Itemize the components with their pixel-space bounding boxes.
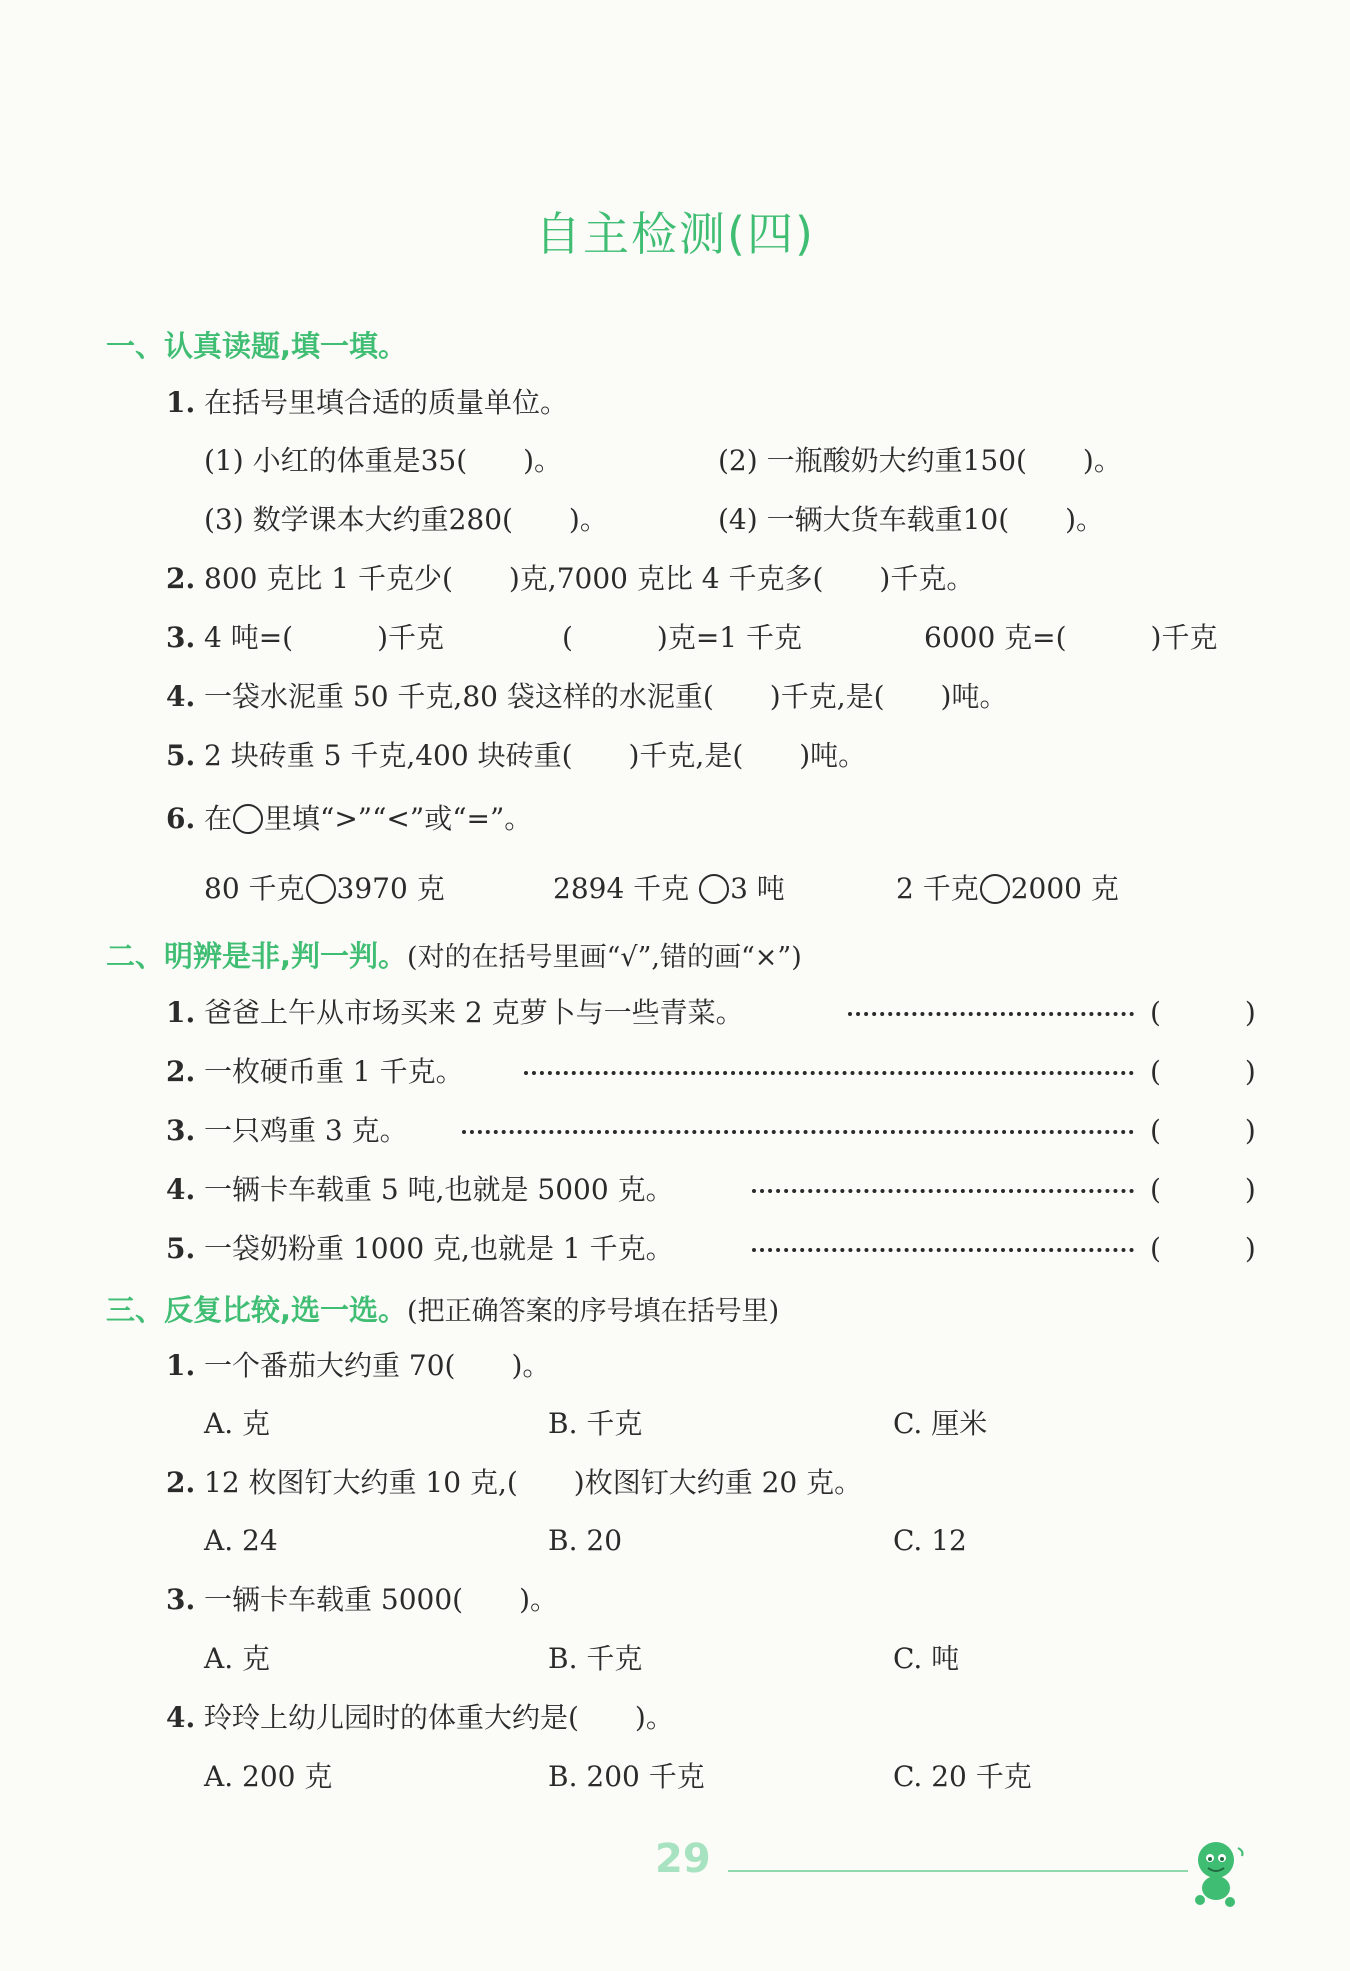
s1-q6-text-before: 在: [204, 802, 233, 835]
s3-q3: [166, 1582, 558, 1618]
s2-item2-bracket[interactable]: ( ): [1150, 1055, 1256, 1088]
s1-q6-compare2: [553, 871, 785, 907]
section2-heading: [106, 938, 802, 976]
mascot-icon: [1180, 1830, 1260, 1910]
s1-q1-num: 1.: [166, 386, 196, 419]
s3-q1-text: 一个番茄大约重 70( )。: [204, 1349, 551, 1382]
s1-q5: [166, 738, 866, 774]
s3-q3-option-a: A. 克: [204, 1642, 271, 1675]
s2-item5-text: 一袋奶粉重 1000 克,也就是 1 千克。: [204, 1232, 674, 1265]
s1-q6-num: 6.: [166, 802, 196, 835]
dotted-leader: [848, 1012, 1134, 1016]
dotted-leader: [462, 1130, 1134, 1134]
s3-q3-option-c: C. 吨: [893, 1642, 960, 1675]
compare2-right: 3 吨: [730, 872, 785, 905]
section3-note: (把正确答案的序号填在括号里): [407, 1296, 780, 1327]
s2-item2-num: 2.: [166, 1055, 196, 1088]
s2-item5: [166, 1231, 674, 1267]
s1-q5-num: 5.: [166, 739, 196, 772]
s2-item4: [166, 1172, 674, 1208]
s1-q1-item2: (2) 一瓶酸奶大约重150( )。: [718, 444, 1122, 477]
s2-item3-text: 一只鸡重 3 克。: [204, 1114, 408, 1147]
footer-rule: [728, 1870, 1188, 1872]
s1-q6-compare3: [896, 871, 1119, 907]
s1-q1-item3: (3) 数学课本大约重280( )。: [204, 503, 608, 536]
compare1-right: 3970 克: [336, 872, 445, 905]
section3-heading-text: 三、反复比较,选一选。: [106, 1293, 408, 1327]
s2-item2-text: 一枚硬币重 1 千克。: [204, 1055, 464, 1088]
s2-item1-bracket[interactable]: ( ): [1150, 996, 1256, 1029]
s3-q4: [166, 1700, 674, 1736]
s3-q2-text: 12 枚图钉大约重 10 克,( )枚图钉大约重 20 克。: [204, 1466, 863, 1499]
s1-q3-part1: 4 吨=( )千克: [204, 621, 445, 654]
s2-item5-bracket[interactable]: ( ): [1150, 1232, 1256, 1265]
s2-item4-num: 4.: [166, 1173, 196, 1206]
s1-q4-text: 一袋水泥重 50 千克,80 袋这样的水泥重( )千克,是( )吨。: [204, 680, 1008, 713]
s3-q1: [166, 1348, 550, 1384]
s1-q4-num: 4.: [166, 680, 196, 713]
s1-q3-part3: 6000 克=( )千克: [924, 621, 1218, 654]
s1-q2-num: 2.: [166, 562, 196, 595]
s1-q1-item4: (4) 一辆大货车载重10( )。: [718, 503, 1105, 536]
section2-heading-text: 二、明辨是非,判一判。: [106, 939, 408, 973]
s3-q1-option-b: B. 千克: [548, 1407, 643, 1440]
compare3-right: 2000 克: [1010, 872, 1119, 905]
s3-q4-num: 4.: [166, 1701, 196, 1734]
s2-item3-bracket[interactable]: ( ): [1150, 1114, 1256, 1147]
s3-q1-option-c: C. 厘米: [893, 1407, 988, 1440]
page-title: 自主检测(四): [535, 207, 815, 261]
compare3-left: 2 千克: [896, 872, 979, 905]
compare-circle-icon[interactable]: [306, 874, 336, 904]
s3-q3-text: 一辆卡车载重 5000( )。: [204, 1583, 559, 1616]
s2-item3-num: 3.: [166, 1114, 196, 1147]
s3-q2-num: 2.: [166, 1466, 196, 1499]
s3-q4-text: 玲玲上幼儿园时的体重大约是( )。: [204, 1701, 674, 1734]
s3-q4-option-b: B. 200 千克: [548, 1760, 705, 1793]
s1-q6-compare1: [204, 871, 445, 907]
s3-q4-option-a: A. 200 克: [204, 1760, 333, 1793]
s1-q3-part2: ( )克=1 千克: [562, 621, 803, 654]
section2-note: (对的在括号里画“√”,错的画“×”): [407, 942, 802, 973]
s3-q2-option-c: C. 12: [893, 1524, 967, 1557]
s2-item1-text: 爸爸上午从市场买来 2 克萝卜与一些青菜。: [204, 996, 744, 1029]
s1-q3: [166, 620, 444, 656]
s1-q6-text-after: 里填“>”“<”或“=”。: [264, 802, 533, 835]
s2-item2: [166, 1054, 464, 1090]
s1-q1: [166, 385, 568, 421]
s2-item4-text: 一辆卡车载重 5 吨,也就是 5000 克。: [204, 1173, 674, 1206]
s1-q6: [166, 801, 532, 837]
s3-q1-num: 1.: [166, 1349, 196, 1382]
compare1-left: 80 千克: [204, 872, 305, 905]
s3-q3-num: 3.: [166, 1583, 196, 1616]
section3-heading: [106, 1292, 779, 1330]
dotted-leader: [752, 1248, 1134, 1252]
s3-q2-option-a: A. 24: [204, 1524, 278, 1557]
s1-q5-text: 2 块砖重 5 千克,400 块砖重( )千克,是( )吨。: [204, 739, 867, 772]
compare2-left: 2894 千克: [553, 872, 699, 905]
compare-circle-icon[interactable]: [699, 874, 729, 904]
s2-item1: [166, 995, 744, 1031]
s1-q2: [166, 561, 974, 597]
circle-blank-icon: [233, 804, 263, 834]
dotted-leader: [524, 1071, 1134, 1075]
s3-q2: [166, 1465, 862, 1501]
section1-heading: 一、认真读题,填一填。: [106, 329, 408, 363]
s1-q3-num: 3.: [166, 621, 196, 654]
s1-q4: [166, 679, 1007, 715]
compare-circle-icon[interactable]: [980, 874, 1010, 904]
s2-item1-num: 1.: [166, 996, 196, 1029]
page-number: 29: [655, 1836, 711, 1882]
s1-q1-item1: (1) 小红的体重是35( )。: [204, 444, 563, 477]
s2-item4-bracket[interactable]: ( ): [1150, 1173, 1256, 1206]
s3-q2-option-b: B. 20: [548, 1524, 623, 1557]
s3-q4-option-c: C. 20 千克: [893, 1760, 1032, 1793]
s1-q1-text: 在括号里填合适的质量单位。: [204, 386, 569, 419]
dotted-leader: [752, 1189, 1134, 1193]
s3-q3-option-b: B. 千克: [548, 1642, 643, 1675]
s3-q1-option-a: A. 克: [204, 1407, 271, 1440]
s2-item3: [166, 1113, 408, 1149]
s1-q2-text: 800 克比 1 千克少( )克,7000 克比 4 千克多( )千克。: [204, 562, 975, 595]
s2-item5-num: 5.: [166, 1232, 196, 1265]
